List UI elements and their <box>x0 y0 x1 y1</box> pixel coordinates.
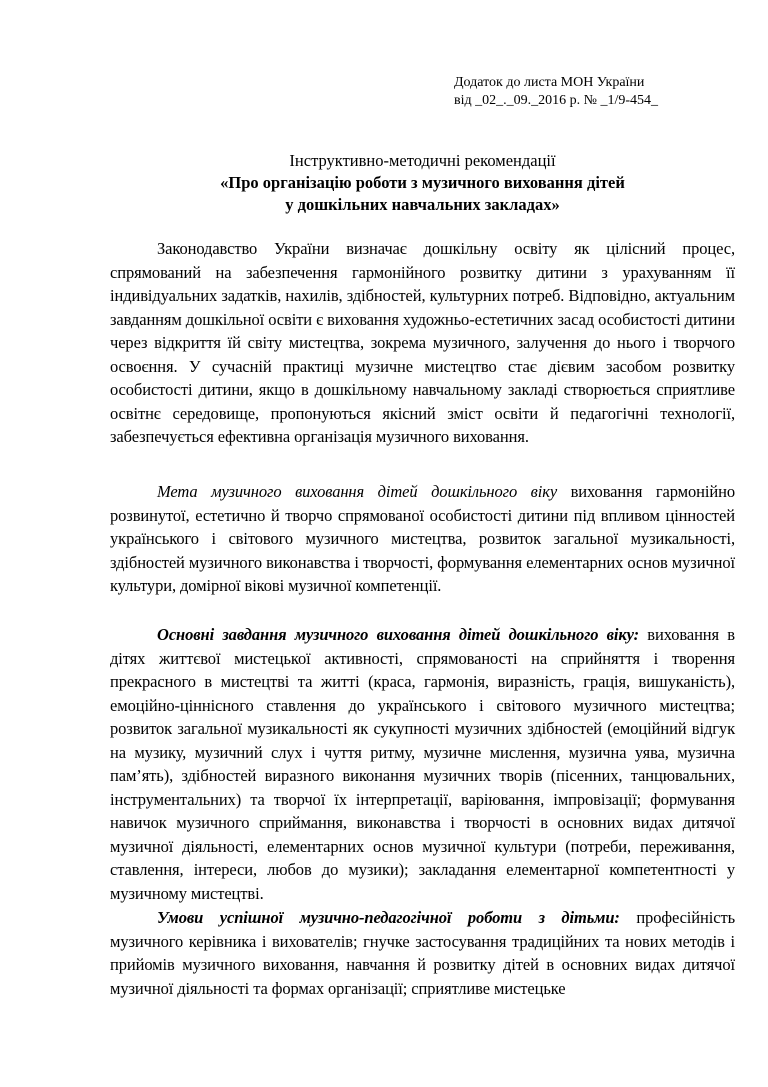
document-title <box>110 150 735 216</box>
conditions-text: професійність музичного керівника і вихователів; гнучке застосування традиційних та нових методів і прийомів музичного виховання, навчання й розвитку дітей в основних видах дитячої музичної діяльності та формах організації; сприятливе мистецьке <box>110 908 735 998</box>
paragraph-tasks <box>110 623 735 905</box>
addendum-line-2: від _02_._09._2016 р. № _1/9-454_ <box>454 93 659 108</box>
paragraph-conditions <box>110 906 735 1000</box>
paragraph-goal <box>110 480 735 598</box>
paragraph-legislation: Законодавство України визначає дошкільну освіту як цілісний процес, спрямований на забезпечення гармонійного розвитку дитини з урахуванням її індивідуальних задатків, нахилів, здібностей, культурних потреб. Відповідно, актуальним завданням дошкільної освіти є виховання художньо-естетичних засад особистості дитини через відкриття їй світу мистецтва, зокрема музичного, залучення до нього і творчого освоєння. У сучасній практиці музичне мистецтво стає дієвим засобом розвитку особистості дитини, якщо в дошкільному навчальному закладі створюється сприятливе освітнє середовище, пропонуються якісний зміст освіти й педагогічні технології, забезпечується ефективна організація музичного виховання. <box>110 239 735 446</box>
title-line-3: у дошкільних навчальних закладах» <box>285 195 560 214</box>
title-line-2: «Про організацію роботи з музичного виховання дітей <box>220 173 625 192</box>
addendum-line-1: Додаток до листа МОН України <box>454 75 645 90</box>
tasks-heading: Основні завдання музичного виховання дітей дошкільного віку: <box>157 625 640 644</box>
conditions-heading: Умови успішної музично-педагогічної роботи з дітьми: <box>157 908 620 927</box>
tasks-text: виховання в дітях життєвої мистецької активності, спрямованості на сприйняття і творення прекрасного в мистецтві та житті (краса, гармонія, виразність, грація, вишуканість), емоційно-ціннісного ставлення до українського і світового музичного мистецтва; розвиток загальної музикальності як сукупності музичних здібностей (емоційний відгук на музику, музичний слух і чуття ритму, музичне мислення, музична уява, музична пам’ять), здібностей виразного виконання музичних творів (пісенних, танцювальних, інструментальних) та творчої їх інтерпретації, варіювання, імпровізації; формування навичок музичного сприймання, виконавства і творчості в основних видах дитячої музичної діяльності, елементарних основ музичної культури (потреби, переживання, ставлення, інтереси, любов до музики); закладання елементарної компетентності у музичному мистецтві. <box>110 625 735 903</box>
addendum-note <box>454 74 658 110</box>
goal-heading: Мета музичного виховання дітей дошкільного віку <box>157 482 558 501</box>
title-line-1: Інструктивно-методичні рекомендації <box>289 151 556 170</box>
goal-text: виховання гармонійно розвинутої, естетично й творчо спрямованої особистості дитини під впливом цінностей українського і світового музичного мистецтва, розвиток загальної музикальності, здібностей музичного виконавства і творчості, формування елементарних основ музичної культури, домірної вікові музичної компетенції. <box>110 482 735 595</box>
